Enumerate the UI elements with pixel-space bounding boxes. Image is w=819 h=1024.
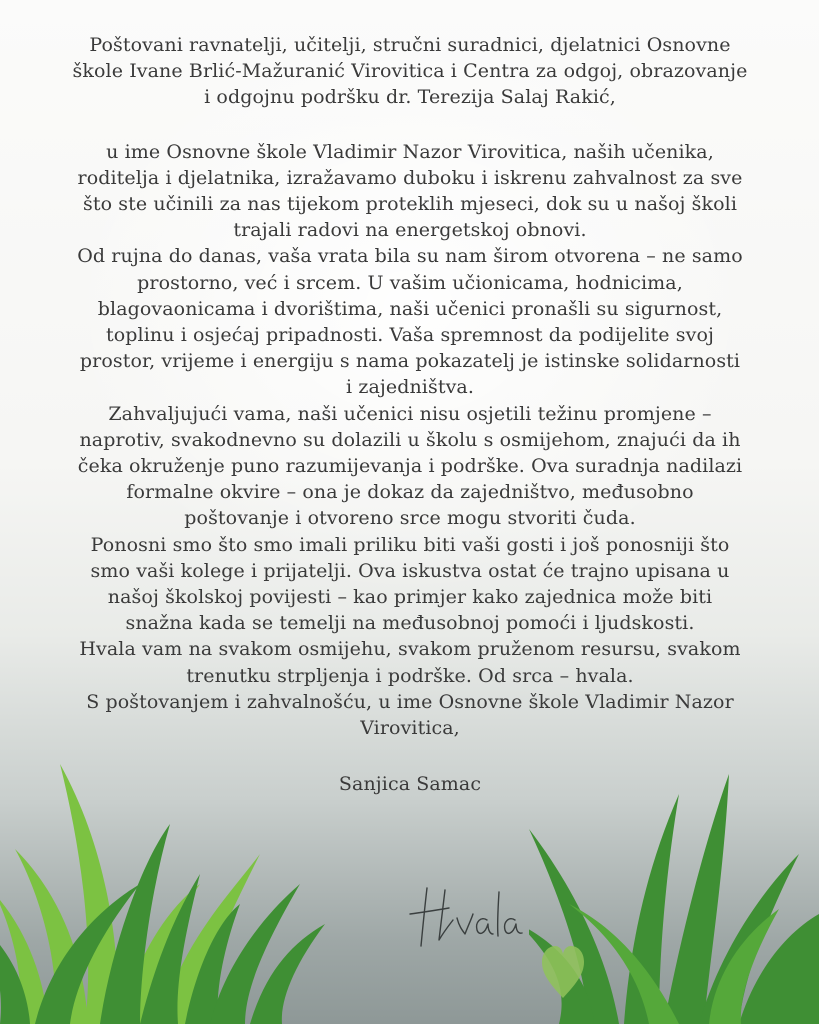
heart-icon — [540, 940, 586, 1004]
text-line: Od rujna do danas, vaša vrata bila su nam širom otvorena – ne samo — [77, 245, 743, 268]
text-line: čeka okruženje puno razumijevanja i podrške. Ova suradnja nadilazi — [77, 455, 743, 478]
text-line: trajali radovi na energetskoj obnovi. — [233, 219, 587, 242]
greeting-line: Poštovani ravnatelji, učitelji, stručni suradnici, djelatnici Osnovne — [89, 34, 731, 56]
text-line: trenutku strpljenja i podrške. Od srca – hvala. — [186, 664, 634, 687]
greeting — [40, 32, 780, 111]
hvala-handwriting — [405, 880, 525, 950]
greeting-line: škole Ivane Brlić-Mažuranić Virovitica i Centra za odgoj, obrazovanje — [72, 60, 748, 83]
greeting-line: i odgojnu podršku dr. Terezija Salaj Rakić, — [204, 86, 616, 109]
paragraph-thanks — [40, 636, 780, 688]
paragraph-open-doors — [40, 243, 780, 400]
text-line: prostorno, već i srcem. U vašim učionicama, hodnicima, — [137, 271, 683, 294]
text-line: smo vaši kolege i prijatelji. Ova iskustva ostat će trajno upisana u — [90, 559, 730, 582]
text-line: toplinu i osjećaj pripadnosti. Vaša spremnost da podijelite svoj — [105, 324, 714, 347]
text-line: roditelja i djelatnika, izražavamo duboku i iskrenu zahvalnost za sve — [77, 166, 743, 189]
text-line: našoj školskoj povijesti – kao primjer kako zajednica može biti — [107, 586, 713, 609]
text-line: Zahvaljujući vama, naši učenici nisu osjetili težinu promjene – — [108, 402, 712, 425]
text-line: S poštovanjem i zahvalnošću, u ime Osnovne škole Vladimir Nazor — [86, 690, 734, 713]
text-line: Hvala vam na svakom osmijehu, svakom pruženom resursu, svakom — [79, 638, 741, 661]
text-line: blagovaonicama i dvorištima, naši učenici pronašli su sigurnost, — [97, 297, 723, 320]
text-line: Ponosni smo što smo imali priliku biti vaši gosti i još ponosniji što — [90, 533, 730, 556]
paragraph-gratitude — [40, 139, 780, 244]
text-line: Virovitica, — [360, 717, 460, 740]
letter-body — [40, 32, 780, 797]
paragraph-students — [40, 401, 780, 532]
text-line: poštovanje i otvoreno srce mogu stvoriti čuda. — [184, 507, 636, 530]
text-line: u ime Osnovne škole Vladimir Nazor Virovitica, naših učenika, — [106, 140, 714, 163]
signature-name: Sanjica Samac — [338, 773, 482, 796]
text-line: i zajedništva. — [346, 376, 474, 399]
text-line: snažna kada se temelji na međusobnoj pomoći i ljudskosti. — [125, 612, 695, 635]
paragraph-proud — [40, 532, 780, 637]
text-line: formalne okvire – ona je dokaz da zajedništvo, međusobno — [126, 481, 694, 504]
text-line: naprotiv, svakodnevno su dolazili u školu s osmijehom, znajući da ih — [79, 428, 741, 451]
text-line: prostor, vrijeme i energiju s nama pokazatelj je istinske solidarnosti — [79, 350, 741, 373]
grass-left-illustration — [0, 744, 330, 1024]
text-line: što ste učinili za nas tijekom proteklih mjeseci, dok su u našoj školi — [82, 193, 738, 216]
